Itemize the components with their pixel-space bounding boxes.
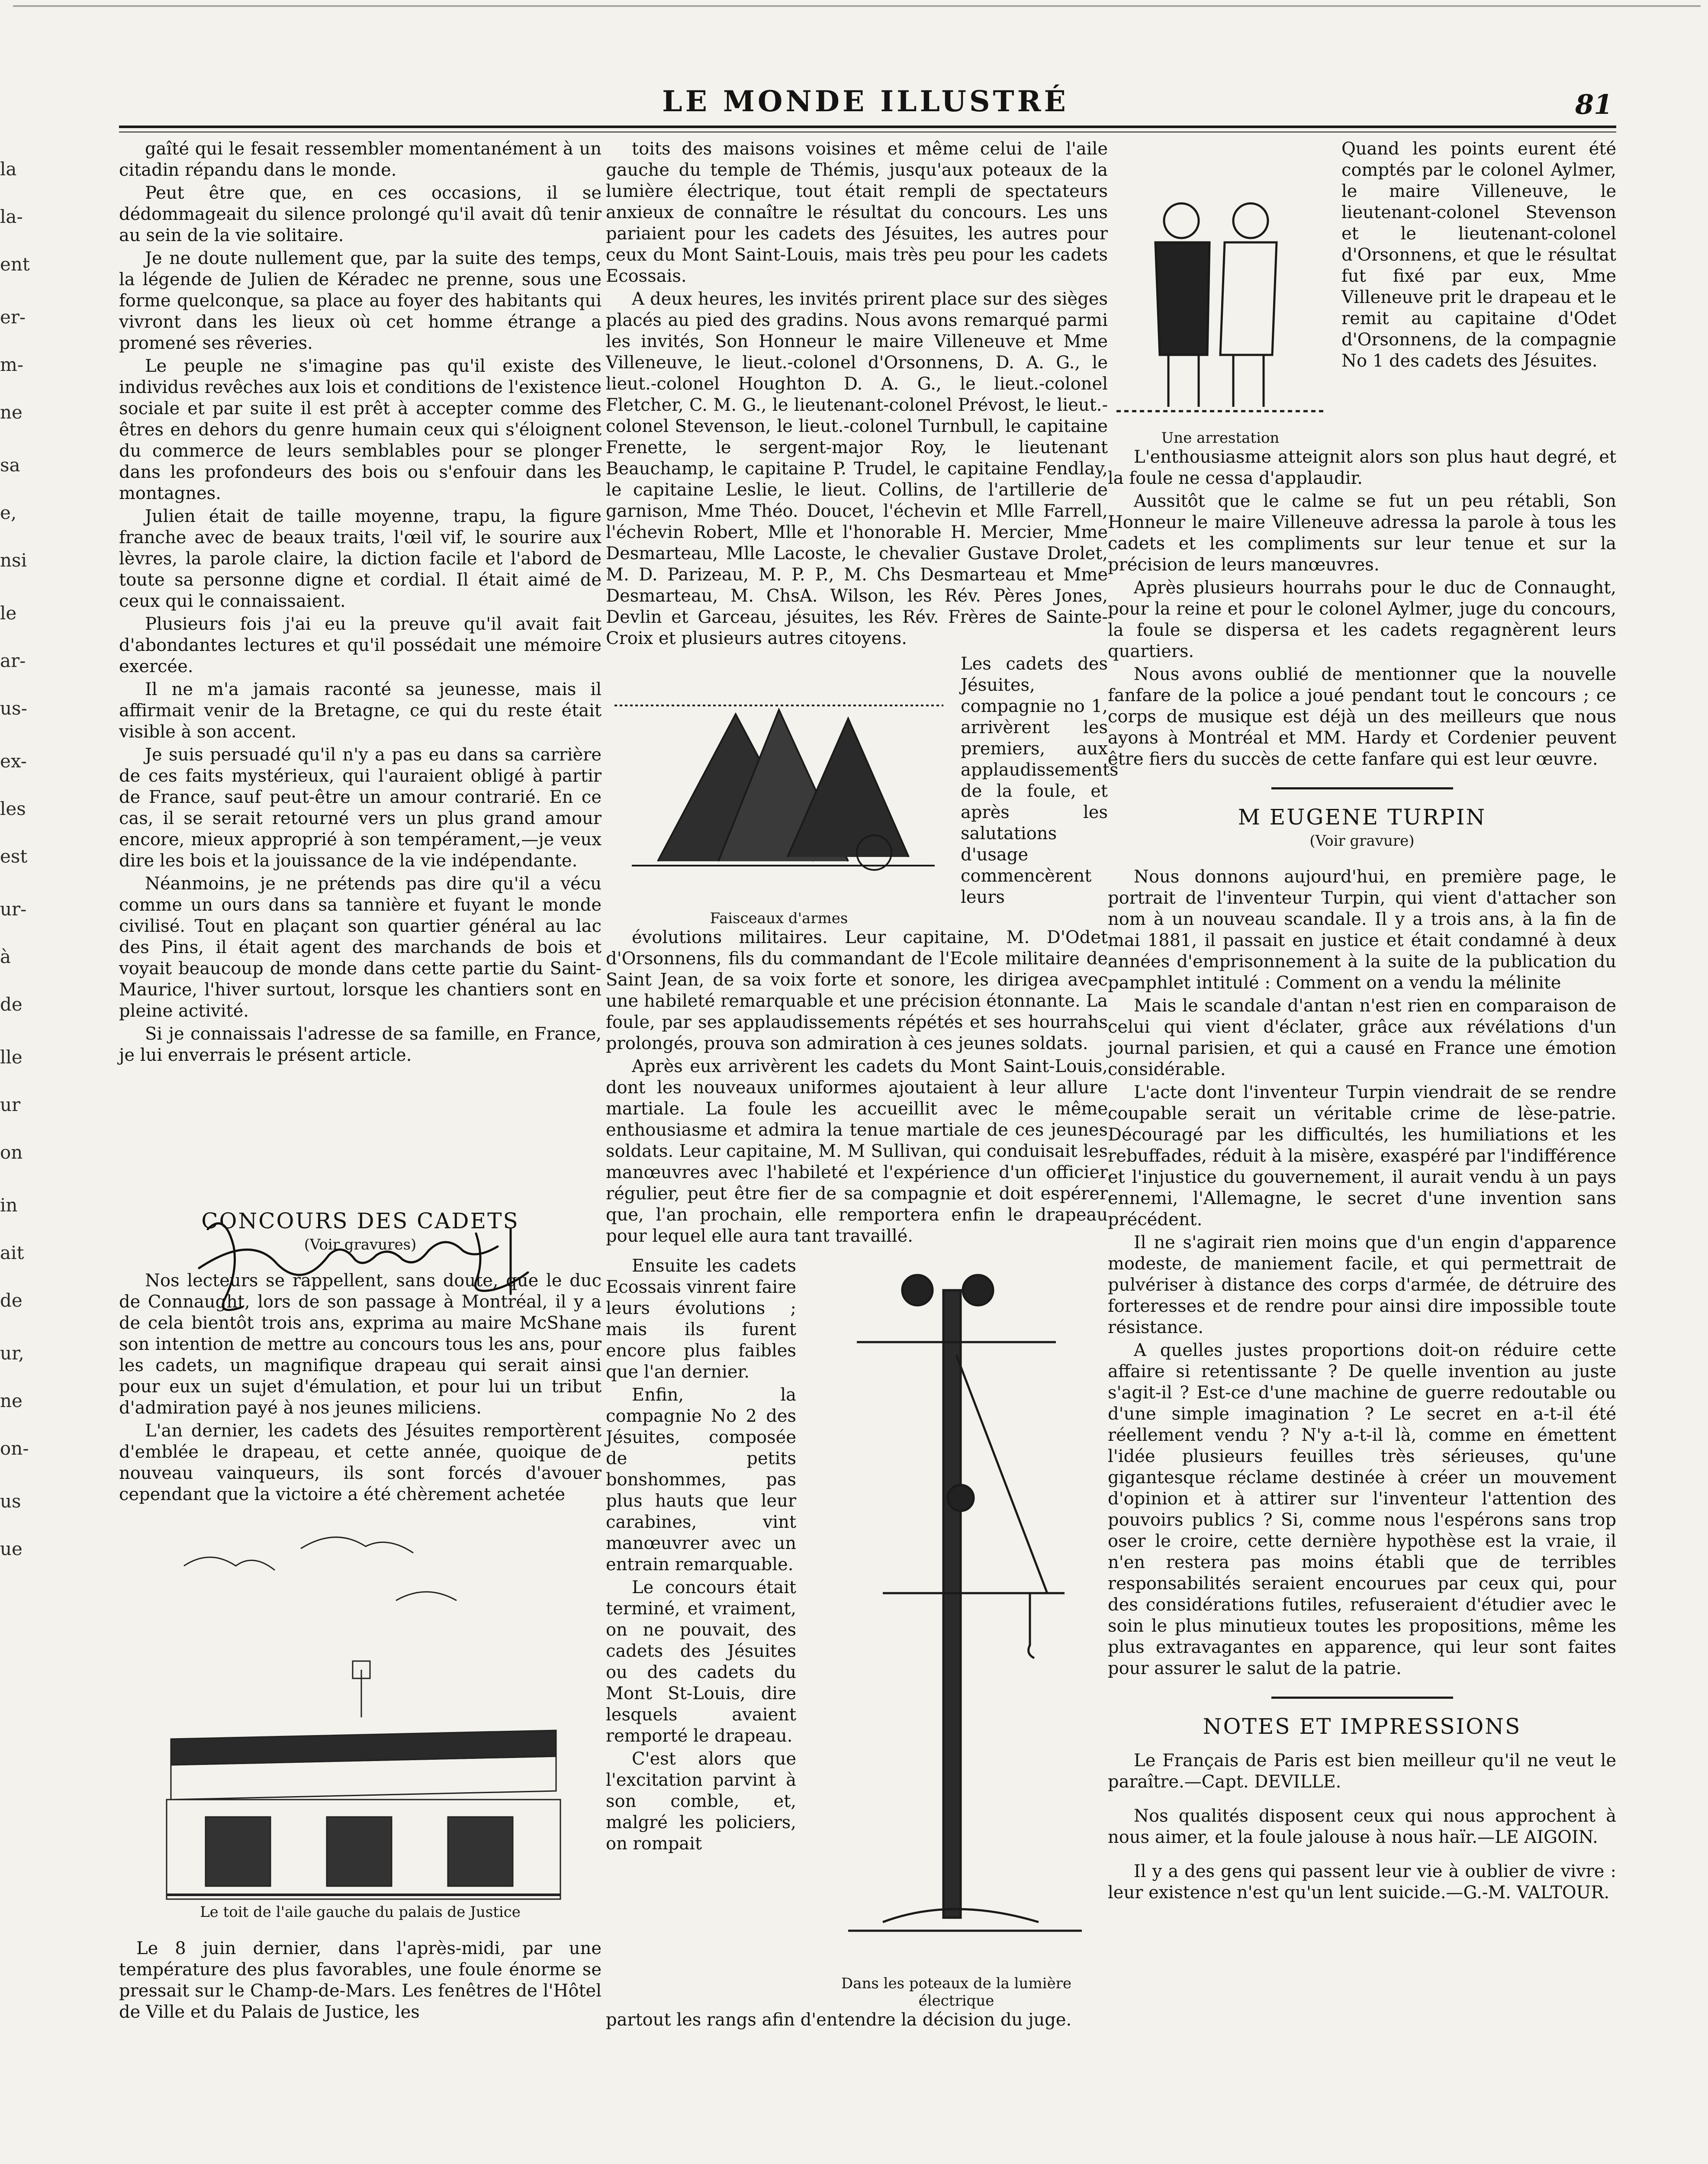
paragraph: L'acte dont l'inventeur Turpin viendrait de se rendre coupable serait un véritable crime de lèse-patrie. Découragé par les difficultés, les humiliations et les rebuffades, réduit à la misère, exaspéré par l'indifférence et l'injustice du gouvernement, il aurait vendu à un pays ennemi, l'Allemagne, le secret d'une invention sans précédent. [1108, 1082, 1616, 1230]
header-rule-thick [119, 126, 1616, 128]
paragraph: Aussitôt que le calme se fut un peu rétabli, Son Honneur le maire Villeneuve adressa la parole à tous les cadets et les compliments sur leur tenue et sur la précision de leurs manœuvres. [1108, 491, 1616, 575]
paragraph: Je suis persuadé qu'il n'y a pas eu dans sa carrière de ces faits mystérieux, qui l'auraient obligé à partir de France, sauf peut-être un amour contrarié. En ce cas, il se serait retourné vers un plus grand amour encore, mieux approprié à son tempérament,—je veux dire les bois et la jouissance de la vie indépendante. [119, 745, 601, 871]
edge-fragment: e, [0, 502, 17, 523]
edge-fragment: ur [0, 1094, 21, 1115]
wrap-block-3 [1108, 138, 1616, 447]
edge-fragment: à [0, 946, 11, 967]
edge-fragment: la [0, 158, 17, 180]
edge-fragment: ent [0, 254, 30, 275]
column-2 [606, 138, 1119, 2032]
note-item: Il y a des gens qui passent leur vie à oublier de vivre : leur existence n'est qu'un lent suicide.—G.-M. VALTOUR. [1108, 1861, 1616, 1903]
section-subtitle-concours: (Voir gravures) [304, 1236, 417, 1253]
figure-arms [606, 654, 952, 927]
turpin-article [1108, 866, 1616, 1679]
edge-fragment: us- [0, 698, 27, 719]
paragraph: C'est alors que l'excitation parvint à son comble, et, malgré les policiers, on rompait [606, 1749, 796, 1854]
section-separator-1 [1271, 787, 1453, 789]
paragraph: Le peuple ne s'imagine pas qu'il existe des individus revêches aux lois et conditions de l'existence sociale et par suite il est prêt à accepter comme des êtres en dehors du genre humain ceux qui s'éloignent du commerce de leurs semblables pour se plonger dans les profondeurs des bois ou s'enfouir dans les montagnes. [119, 356, 601, 503]
cadets-article-guests [606, 138, 1108, 649]
caption-poles: Dans les poteaux de la lumière électrique [841, 1975, 1072, 2009]
figure-poles [805, 1256, 1108, 2009]
edge-fragment: lle [0, 1047, 23, 1068]
roof-illustration [119, 1514, 601, 1903]
edge-fragment: ue [0, 1538, 23, 1559]
edge-fragment: est [0, 846, 28, 867]
figure-arrest [1108, 138, 1333, 447]
paragraph: Nos lecteurs se rappellent, sans doute, que le duc de Connaught, lors de son passage à Montréal, il y a de cela bientôt trois ans, exprima au maire McShane son intention de mettre au concours tous les ans, pour les cadets, un magnifique drapeau qui serait ainsi pour eux un sujet d'émulation, et pour lui un tribut d'admiration payé à nos jeunes miliciens. [119, 1271, 601, 1418]
wrap-text-1: Les cadets des Jésuites, compagnie no 1, arrivèrent les premiers, aux applaudissements de la foule, et après les salutations d'usage commencèrent leurs [961, 654, 1119, 907]
wrap-block-2 [606, 1256, 1108, 2009]
cadets-article-end [1108, 491, 1616, 770]
caption-arms: Faisceaux d'armes [710, 910, 848, 927]
edge-fragment: le [0, 602, 17, 624]
paragraph: Après eux arrivèrent les cadets du Mont Saint-Louis, dont les nouveaux uniformes ajoutaient à leur allure martiale. La foule les accueillit avec le même enthousiasme et admira la tenue martiale de ces jeunes soldats. Leur capitaine, M. M Sullivan, qui conduisait les manœuvres avec l'habileté et l'expérience d'un officier régulier, peut être fier de sa compagnie et doit espérer que, l'an prochain, elle remportera enfin le drapeau pour lequel elle aura tant travaillé. [606, 1056, 1108, 1246]
section-title-notes: NOTES ET IMPRESSIONS [1203, 1714, 1521, 1739]
paragraph: A deux heures, les invités prirent place sur des sièges placés au pied des gradins. Nous avons remarqué parmi les invités, Son Honneur le maire Villeneuve et Mme Villeneuve, le lieut.-colonel d'Orsonnens, D. A. G., le lieut.-colonel Houghton D. A. G., le lieut.-colonel Fletcher, C. M. G., le lieutenant-colonel Prévost, le lieut.-colonel Stevenson, le lieut.-colonel Turnbull, le capitaine Frenette, le sergent-major Roy, le lieutenant Beauchamp, le capitaine P. Trudel, le capitaine Fendlay, le capitaine Leslie, le lieut. Collins, de l'artillerie de garnison, Mme Théo. Doucet, l'échevin et Mlle Farrell, l'échevin Robert, Mlle et l'honorable H. Mercier, Mme Desmarteau, Mlle Lacoste, le chevalier Gustave Drolet, M. D. Parizeau, M. P. P., M. Chs Desmarteau et Mme Desmarteau, M. ChsA. Wilson, les Rév. Pères Jones, Devlin et Garceau, jésuites, les Rév. Frères de Sainte-Croix et plusieurs autres citoyens. [606, 289, 1108, 648]
top-edge-line [13, 5, 1701, 7]
paragraph: Nous donnons aujourd'hui, en première page, le portrait de l'inventeur Turpin, qui vient d'attacher son nom à un nouveau scandale. Il y a trois ans, à la fin de mai 1881, il passait en justice et était condamné à deux années d'emprisonnement à la suite de la publication du pamphlet intitulé : Comment on a vendu la mélinite [1108, 867, 1616, 993]
caption-arrest: Une arrestation [1161, 429, 1280, 447]
edge-fragment: de [0, 1290, 23, 1311]
edge-fragment: la- [0, 206, 23, 227]
edge-fragment: les [0, 798, 26, 819]
paragraph: Le concours était terminé, et vraiment, on ne pouvait, des cadets des Jésuites ou des cadets du Mont St-Louis, dire lesquels avaient remporté le drapeau. [606, 1578, 796, 1746]
edge-fragment: de [0, 994, 23, 1015]
paragraph: Plusieurs fois j'ai eu la preuve qu'il avait fait d'abondantes lectures et qu'il possédait une mémoire exercée. [119, 614, 601, 676]
edge-fragment: ne [0, 1390, 23, 1411]
edge-fragment: ait [0, 1242, 24, 1263]
paragraph: Il ne m'a jamais raconté sa jeunesse, mais il affirmait venir de la Bretagne, ce qui du reste était visible à son accent. [119, 679, 601, 742]
edge-fragment: us [0, 1491, 21, 1512]
paragraph: Néanmoins, je ne prétends pas dire qu'il a vécu comme un ours dans sa tannière et fuyant le monde civilisé. Tout en plaçant son quartier général au lac des Pins, il était agent des marchands de bois et voyait beaucoup de monde dans cette partie du Saint-Maurice, l'hiver surtout, lorsque les chantiers sont en pleine activité. [119, 874, 601, 1021]
edge-fragment: m- [0, 354, 24, 375]
note-item: Nos qualités disposent ceux qui nous approchent à nous aimer, et la foule jalouse à nous haïr.—LE AIGOIN. [1108, 1806, 1616, 1847]
wrap-text-2 [606, 1256, 796, 2009]
edge-fragment: ne [0, 402, 23, 423]
section-subtitle-turpin: (Voir gravure) [1309, 832, 1415, 850]
paragraph: Ensuite les cadets Ecossais vinrent faire leurs évolutions ; mais ils furent encore plus faibles que l'an dernier. [606, 1256, 796, 1382]
caption-roof: Le toit de l'aile gauche du palais de Justice [200, 1903, 521, 1921]
paragraph: Mais le scandale d'antan n'est rien en comparaison de celui qui vient d'éclater, grâce aux révélations d'un journal parisien, et qui a causé en France une émotion considérable. [1108, 996, 1616, 1079]
article-bottom-line: partout les rangs afin d'entendre la décision du juge. [606, 2010, 1072, 2030]
signature-image [182, 1203, 571, 1316]
column-3 [1108, 138, 1616, 1916]
paragraph: A quelles justes proportions doit-on réduire cette affaire si retentissante ? De quelle invention au juste s'agit-il ? Est-ce d'une machine de guerre redoutable ou d'une simple imagination ? Le secret en a-t-il été réellement vendu ? N'y a-t-il là, comme en émettent l'idée plusieurs feuilles très sérieuses, qu'une gigantesque réclame destinée à créer un mouvement d'opinion et à attirer sur l'inventeur l'attention des pouvoirs publics ? Si, comme nous l'espérons sans trop oser le croire, cette dernière hypothèse est la vraie, il n'en restera pas moins établi que de terribles responsabilités seraient encourues par ceux qui, pour des considérations futiles, refuseraient d'étudier avec le soin le plus minutieux toutes les propositions, même les plus extravagantes en apparence, qui leur sont faites pour assurer le salut de la patrie. [1108, 1340, 1616, 1678]
edge-fragment: ar- [0, 650, 26, 671]
paragraph: L'an dernier, les cadets des Jésuites remportèrent d'emblée le drapeau, et cette année, quoique de nouveau vainqueurs, ils sont forcés d'avouer cependant que la victoire a été chèrement achetée [119, 1421, 601, 1504]
edge-fragment: ur, [0, 1343, 24, 1364]
signature-space [119, 1068, 601, 1198]
arrest-illustration [1108, 190, 1333, 424]
wrap-block-1 [606, 654, 1119, 927]
paragraph: évolutions militaires. Leur capitaine, M. D'Odet d'Orsonnens, fils du commandant de l'Ecole militaire de Saint Jean, de sa voix forte et sonore, les dirigea avec une habileté remarquable et une précision étonnante. La foule, par ses applaudissements répétés et ses hourrahs prolongés, prouva son admiration à ces jeunes soldats. [606, 927, 1108, 1053]
section-title-concours: CONCOURS DES CADETS [201, 1208, 519, 1233]
edge-fragment: in [0, 1195, 18, 1216]
edge-fragment: ex- [0, 750, 27, 772]
paragraph: toits des maisons voisines et même celui de l'aile gauche du temple de Thémis, jusqu'aux poteaux de la lumière électrique, tout était rempli de spectateurs anxieux de connaître le résultat du concours. Les uns pariaient pour les cadets des Jésuites, les autres pour ceux du Mont Saint-Louis, mais très peu pour les cadets Ecossais. [606, 139, 1108, 286]
paragraph: Enfin, la compagnie No 2 des Jésuites, composée de petits bonshommes, pas plus hauts que leur carabines, vint manœuvrer avec un entrain remarquable. [606, 1385, 796, 1575]
edge-fragment: nsi [0, 550, 27, 571]
paragraph: Peut être que, en ces occasions, il se dédommageait du silence prolongé qu'il avait dû tenir au sein de la vie solitaire. [119, 183, 601, 245]
section-title-turpin: M EUGENE TURPIN [1238, 805, 1486, 830]
wrap-text-3: Quand les points eurent été comptés par le colonel Aylmer, le maire Villeneuve, le lieutenant-colonel Stevenson et le lieutenant-colonel d'Orsonnens, et que le résultat fut fixé par eux, Mme Villeneuve prit le drapeau et le remit au capitaine d'Odet d'Orsonnens, de la compagnie No 1 des cadets des Jésuites. [1341, 139, 1616, 371]
edge-fragment: on- [0, 1438, 29, 1459]
paragraph: Julien était de taille moyenne, trapu, la figure franche avec de beaux traits, l'œil vif, le sourire aux lèvres, la parole claire, la diction facile et l'abord de toute sa personne digne et cordial. Il était aimé de ceux qui le connaissaient. [119, 506, 601, 611]
enthusiasm-paragraph: L'enthousiasme atteignit alors son plus haut degré, et la foule ne cessa d'applaudir. [1108, 447, 1616, 488]
column-1 [119, 138, 601, 2025]
edge-fragment: er- [0, 306, 26, 328]
article-continued: Le 8 juin dernier, dans l'après-midi, par une température des plus favorables, une foule énorme se pressait sur le Champ-de-Mars. Les fenêtres de l'Hôtel de Ville et du Palais de Justice, les [119, 1939, 601, 2022]
notes-list [1108, 1750, 1616, 1903]
electric-pole-illustration [805, 1256, 1108, 1970]
legend-article [119, 138, 601, 1066]
paragraph: gaîté qui le fesait ressembler momentanément à un citadin répandu dans le monde. [119, 139, 601, 180]
edge-fragment: ur- [0, 898, 27, 920]
arms-stack-illustration [606, 654, 952, 905]
page-number: 81 [1575, 89, 1613, 120]
paragraph: Si je connaissais l'adresse de sa famille, en France, je lui enverrais le présent article. [119, 1024, 601, 1065]
edge-fragment: sa [0, 454, 20, 476]
section-separator-2 [1271, 1697, 1453, 1699]
masthead-title: LE MONDE ILLUSTRÉ [662, 84, 1069, 118]
paragraph: Il ne s'agirait rien moins que d'un engin d'apparence modeste, de maniement facile, et qui permettrait de pulvériser à distance des corps d'armée, de détruire des forteresses et de rendre pour ainsi dire impossible toute résistance. [1108, 1233, 1616, 1337]
paragraph: Après plusieurs hourrahs pour le duc de Connaught, pour la reine et pour le colonel Aylmer, juge du concours, la foule se dispersa et les cadets regagnèrent leurs quartiers. [1108, 578, 1616, 661]
adjacent-page-fragments [0, 130, 32, 2164]
note-item: Le Français de Paris est bien meilleur qu'il ne veut le paraître.—Capt. DEVILLE. [1108, 1751, 1616, 1792]
cadets-article-mont-saint-louis [606, 927, 1108, 1247]
paragraph: Je ne doute nullement que, par la suite des temps, la légende de Julien de Kéradec ne prenne, sous une forme quelconque, sa place au foyer des habitants qui vivront dans les lieux où cet homme étrange a promené ses rêveries. [119, 248, 601, 353]
paragraph: Nous avons oublié de mentionner que la nouvelle fanfare de la police a joué pendant tout le concours ; ce corps de musique est déjà un des meilleurs que nous ayons à Montréal et MM. Hardy et Cordenier peuvent être fiers du succès de cette fanfare qui est leur œuvre. [1108, 664, 1616, 769]
edge-fragment: on [0, 1142, 23, 1163]
